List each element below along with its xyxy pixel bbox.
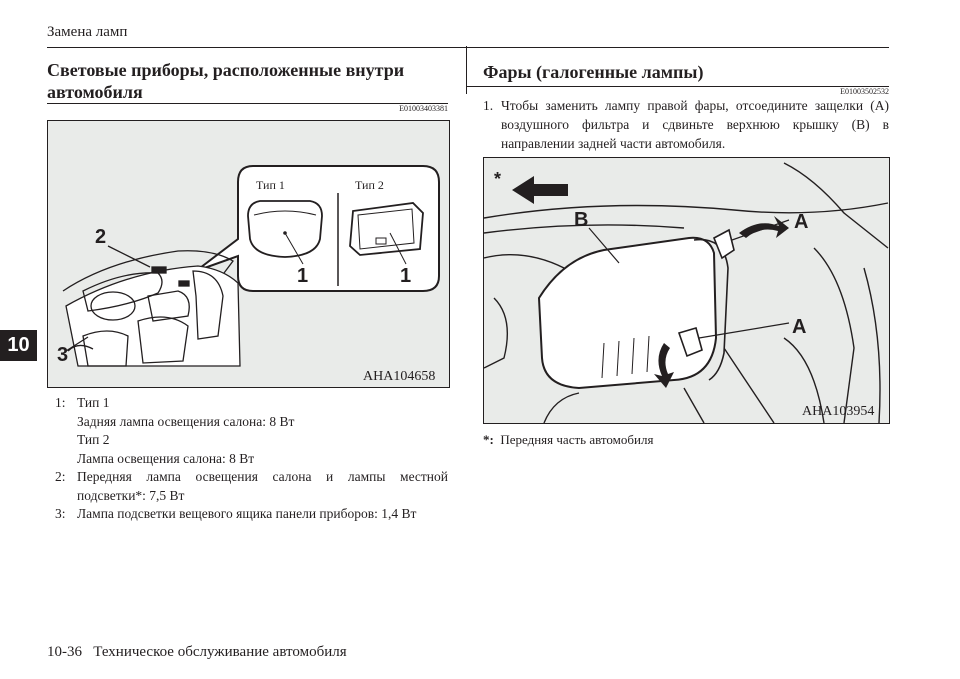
callout-a-upper: A — [794, 211, 809, 233]
step-1 — [483, 96, 889, 153]
clip-upper — [714, 230, 734, 258]
callout-1-type1: 1 — [297, 265, 309, 287]
section-code: E01003502532 — [840, 87, 889, 96]
chapter-tab: 10 — [0, 330, 37, 361]
section-code: E01003403381 — [399, 104, 448, 113]
legend-1d: Лампа освещения салона: 8 Вт — [77, 450, 255, 466]
front-arrow-icon — [512, 176, 568, 204]
section-title-headlights: Фары (галогенные лампы) — [483, 62, 704, 82]
figure-interior-lights — [47, 120, 450, 388]
note-text: Передняя часть автомобиля — [500, 432, 654, 447]
legend-num-1: 1: — [55, 395, 66, 410]
dome-lamp-type1 — [248, 201, 322, 257]
step-text: Чтобы заменить лампу правой фары, отсоедините защелки (A) воздушного фильтра и сдвиньте верхнюю крышку (B) в направлении задней части автомобиля. — [501, 98, 889, 151]
legend-1a: Тип 1 — [77, 395, 110, 410]
figure-code: AHA103954 — [802, 404, 875, 419]
legend-1c: Тип 2 — [77, 432, 110, 447]
legend-num-2: 2: — [55, 469, 66, 484]
type1-label: Тип 1 — [256, 178, 285, 192]
legend-3: Лампа подсветки вещевого ящика панели приборов: 1,4 Вт — [77, 506, 417, 521]
section-title-interior-lights: Световые приборы, расположенные внутри автомобиля — [47, 60, 405, 102]
headlight-illustration — [484, 158, 889, 423]
figure-code: AHA104658 — [363, 369, 436, 384]
step-number: 1. — [483, 98, 494, 113]
note-mark: *: — [483, 432, 494, 447]
interior-lights-illustration — [48, 121, 449, 387]
legend-num-3: 3: — [55, 506, 66, 521]
figure-legend — [55, 394, 448, 524]
figure-headlight — [483, 157, 890, 424]
callout-1-type2: 1 — [400, 265, 412, 287]
type2-label: Тип 2 — [355, 178, 384, 192]
footer-title: Техническое обслуживание автомобиля — [93, 644, 347, 660]
front-asterisk: * — [494, 169, 502, 189]
callout-2: 2 — [95, 226, 107, 248]
figure-note — [483, 432, 653, 448]
page-footer — [47, 644, 347, 661]
running-header: Замена ламп — [47, 24, 128, 40]
page-number: 10-36 — [47, 644, 82, 660]
callout-b: B — [574, 209, 589, 231]
callout-a-lower: A — [792, 316, 807, 338]
legend-2: Передняя лампа освещения салона и лампы местной подсветки*: 7,5 Вт — [77, 469, 448, 503]
air-filter-cover — [539, 238, 716, 388]
callout-3: 3 — [57, 344, 69, 366]
header-rule — [47, 47, 889, 48]
legend-1b: Задняя лампа освещения салона: 8 Вт — [77, 413, 295, 429]
